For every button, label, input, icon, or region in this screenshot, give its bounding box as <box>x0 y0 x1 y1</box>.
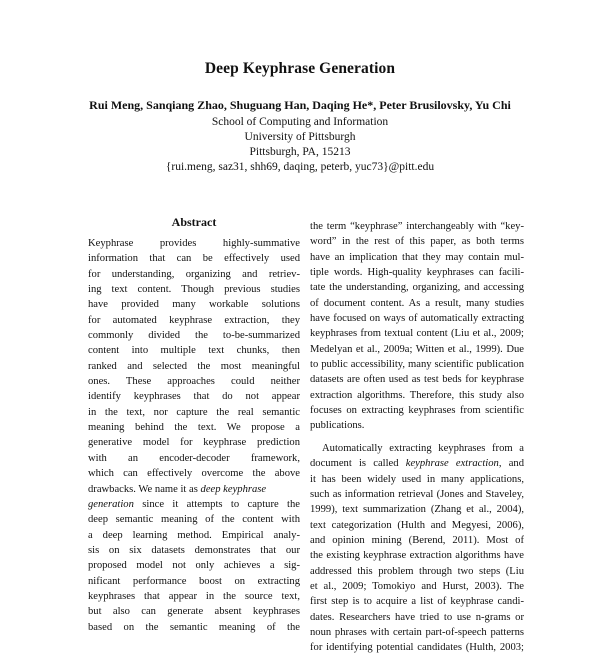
body-line: and opinion mining (Berend, 2011). Most of <box>310 534 524 546</box>
body-line: tate the understanding, organizing, and accessing <box>310 282 524 294</box>
body-line: keyphrases from textual content (Liu et al., 2009; <box>310 328 524 340</box>
body-line: such as information retrieval (Jones and Staveley, <box>310 488 524 500</box>
body-line: to public accessibility, many scientific publication <box>310 359 524 371</box>
body-line: have an implication that they may contain mul- <box>310 251 524 263</box>
body-line: text categorization (Hulth and Megyesi, 2006), <box>310 519 524 531</box>
abstract-line: for automated keyphrase extraction, they <box>88 314 300 326</box>
abstract-line: meaning behind the text. We propose a <box>88 422 300 434</box>
abstract-line: in the text, nor capture the real semantic <box>88 406 300 418</box>
author-list: Rui Meng, Sanqiang Zhao, Shuguang Han, Daqing He*, Peter Brusilovsky, Yu Chi <box>89 98 511 112</box>
abstract-italic-term: deep keyphrase <box>200 483 267 495</box>
abstract-line: proposed model not only achieves a sig- <box>88 560 300 572</box>
affiliation-school: School of Computing and Information <box>211 116 389 128</box>
abstract-line: ranked and selected the most meaningful <box>88 360 300 372</box>
abstract-line: for understanding, organizing and retriev- <box>88 268 300 280</box>
body-line: the existing keyphrase extraction algorithms have <box>310 550 524 562</box>
intro-column <box>310 219 524 656</box>
abstract-line: have provided many workable solutions <box>88 299 300 311</box>
affiliation-address: Pittsburgh, PA, 15213 <box>249 146 351 158</box>
abstract-line-with-italic <box>88 482 300 497</box>
abstract-line: nificant performance boost on extracting <box>88 575 300 587</box>
paragraph-gap <box>310 434 524 441</box>
abstract-body <box>88 236 300 635</box>
abstract-line: content into multiple text chunks, then <box>88 345 300 357</box>
abstract-line-with-italic <box>88 497 300 512</box>
abstract-line: but also can generate absent keyphrases <box>88 606 300 618</box>
body-line: focuses on extracting keyphrases from scientific <box>310 405 524 417</box>
body-line: addressed this problem through two steps (Liu <box>310 565 524 577</box>
body-italic-term: keyphrase extraction <box>405 458 499 470</box>
body-line: 1999), text summarization (Zhang et al., 2004), <box>310 504 524 516</box>
abstract-line: deep semantic meaning of the content with <box>88 514 300 526</box>
body-line: datasets are often used as test beds for keyphrase <box>310 374 524 386</box>
abstract-heading: Abstract <box>171 215 217 229</box>
abstract-line: identify keyphrases that do not appear <box>88 391 300 403</box>
abstract-line: ones. These approaches could neither <box>88 376 300 388</box>
body-line: publications. <box>310 420 365 432</box>
body-line: have focused on ways of automatically extracting <box>310 313 524 325</box>
abstract-line: Keyphrase provides highly-summative <box>88 238 300 249</box>
body-line: noun phrases with certain part-of-speech patterns <box>310 626 524 638</box>
abstract-line: sis on six datasets demonstrates that our <box>88 544 300 556</box>
body-line: first step is to acquire a list of keyphrase candi- <box>310 596 524 608</box>
abstract-text: drawbacks. We name it as <box>88 483 198 495</box>
body-line: the term “keyphrase” interchangeably with “key- <box>310 221 524 232</box>
abstract-line: which can effectively overcome the above <box>88 468 300 480</box>
abstract-line: commonly divided the to-be-summarized <box>88 330 300 342</box>
abstract-italic-term: generation <box>88 498 134 510</box>
abstract-line: a deep learning method. Empirical analy- <box>88 529 300 541</box>
body-line-with-italic <box>310 456 524 471</box>
body-text: , and <box>498 458 524 470</box>
body-line: tiple words. High-quality keyphrases can facili- <box>310 267 524 279</box>
body-line: word” in the rest of this paper, as both terms <box>310 236 524 248</box>
affiliation-university: University of Pittsburgh <box>244 131 356 143</box>
body-line: dates. Researchers have tried to use n-grams or <box>310 611 524 623</box>
paper-title: Deep Keyphrase Generation <box>204 60 396 77</box>
body-line: et al., 2009; Tomokiyo and Hurst, 2003). The <box>310 580 524 592</box>
abstract-line: information that can be effectively used <box>88 253 300 265</box>
body-line: it has been widely used in many applications, <box>310 473 524 485</box>
abstract-text: since it attempts to capture the <box>133 498 300 510</box>
abstract-line: ing text content. Though previous studies <box>88 284 300 296</box>
abstract-line: generative model for keyphrase prediction <box>88 437 300 449</box>
abstract-line: based on the semantic meaning of the <box>88 621 300 633</box>
body-line: of document content. As a result, many studies <box>310 297 524 309</box>
body-line: extraction algorithms. Therefore, this study also <box>310 389 524 401</box>
body-line: for identifying potential candidates (Hulth, 2003; <box>310 642 524 654</box>
body-text: document is called <box>310 458 399 470</box>
affiliation-block <box>0 115 600 175</box>
abstract-line: keyphrases that appear in the source text, <box>88 590 300 602</box>
abstract-line: with an encoder-decoder framework, <box>88 452 300 464</box>
affiliation-emails: {rui.meng, saz31, shh69, daqing, peterb, yuc73}@pitt.edu <box>165 161 435 173</box>
body-line: Medelyan et al., 2009a; Witten et al., 1999). Due <box>310 343 524 355</box>
body-line: Automatically extracting keyphrases from a <box>322 442 524 454</box>
